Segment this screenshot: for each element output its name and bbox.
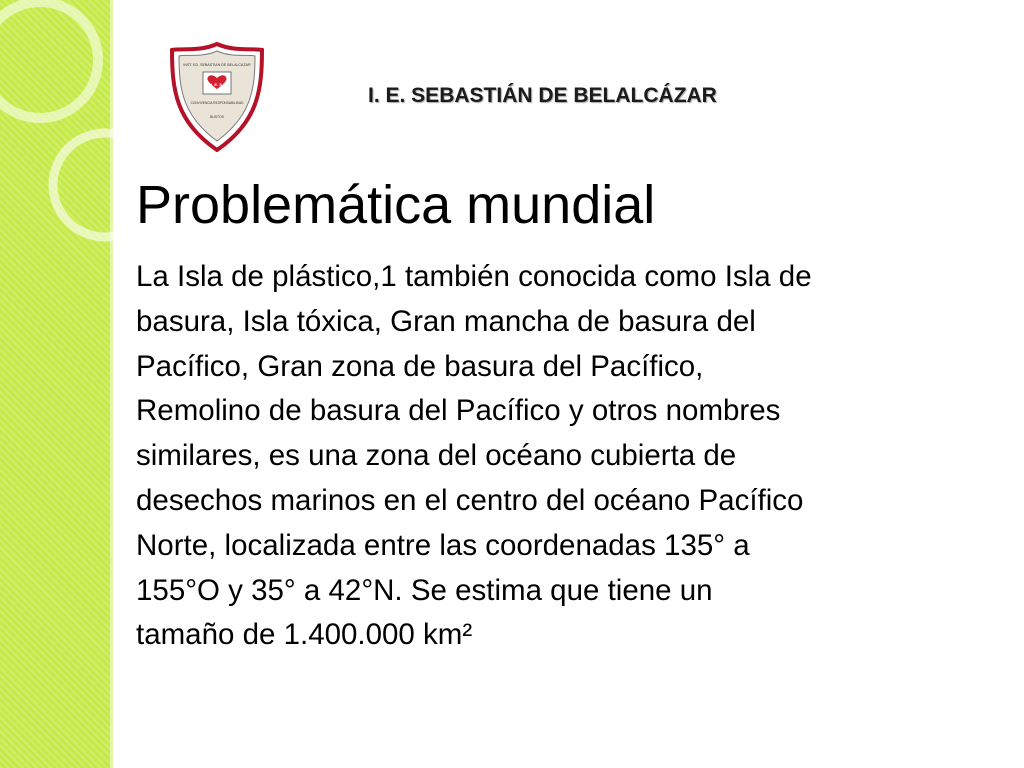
body-line: basura, Isla tóxica, Gran mancha de basura del <box>136 304 756 338</box>
crest-middle-text: I. E. S. <box>210 82 224 87</box>
body-line: Pacífico, Gran zona de basura del Pacífico, <box>136 349 704 383</box>
body-line: desechos marinos en el centro del océano Pacífico <box>136 483 804 517</box>
crest-bottom-text: CONVIVENCIA RESPONSABILIDAD <box>190 101 244 105</box>
body-line: similares, es una zona del océano cubierta de <box>136 439 737 473</box>
school-crest-icon <box>170 42 264 152</box>
slide-title: Problemática mundial <box>136 175 656 235</box>
body-line: Remolino de basura del Pacífico y otros nombres <box>136 394 781 428</box>
crest-footer-text: BUSTOS <box>210 115 224 119</box>
body-line: Norte, localizada entre las coordenadas 135° a <box>136 528 750 562</box>
decor-ring-top <box>0 2 98 118</box>
decorative-rings <box>0 0 140 300</box>
decor-ring-bottom <box>53 133 140 237</box>
body-line: 155°O y 35° a 42°N. Se estima que tiene un <box>136 573 713 607</box>
crest-top-text: INST. ED. SEBASTIAN DE BELALCAZAR <box>183 63 251 67</box>
slide-body-text <box>136 255 996 658</box>
body-line: tamaño de 1.400.000 km² <box>136 618 473 652</box>
body-line: La Isla de plástico,1 también conocida como Isla de <box>136 260 812 293</box>
school-name: I. E. SEBASTIÁN DE BELALCÁZAR <box>368 84 717 107</box>
